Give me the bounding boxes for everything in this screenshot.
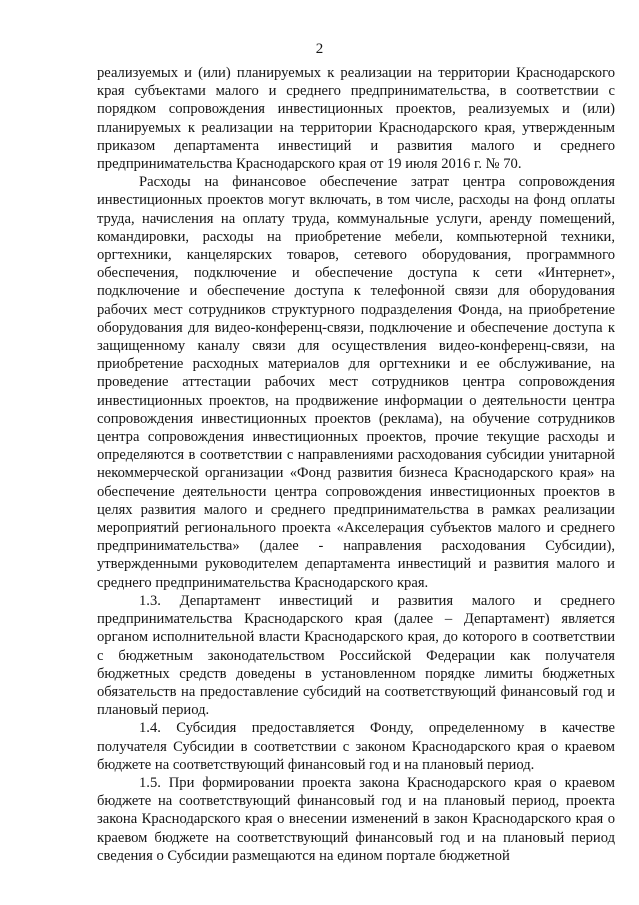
paragraph-1-4: 1.4. Субсидия предоставляется Фонду, определенному в качестве получателя Субсидии в соответствии с законом Краснодарского края о краевом бюджете на соответствующий финансовый год и на плановый период. — [97, 720, 615, 773]
paragraph-1-3: 1.3. Департамент инвестиций и развития малого и среднего предпринимательства Краснодарского края (далее – Департамент) является органом исполнительной власти Краснодарского края, до которого в соответствии с бюджетным законодательством Российской Федерации как получателя бюджетных средств доведены в установленном порядке лимиты бюджетных обязательств на предоставление субсидий на соответствующий финансовый год и плановый период. — [97, 592, 615, 719]
paragraph-expenses: Расходы на финансовое обеспечение затрат центра сопровождения инвестиционных проектов могут включать, в том числе, расходы на фонд оплаты труда, начисления на оплату труда, коммунальные услуги, аренду помещений, командировки, расходы на приобретение мебели, компьютерной техники, оргтехники, канцелярских товаров, сетевого оборудования, программного обеспечения, подключение и обеспечение доступа к сети «Интернет», подключение и обеспечение доступа к телефонной связи для оборудования рабочих мест сотрудников структурного подразделения Фонда, на приобретение оборудования для видео-конференц-связи, подключение и обеспечение доступа к защищенному каналу связи для осуществления видео-конференц-связи, на приобретение расходных материалов для оргтехники и ее обслуживание, на проведение аттестации рабочих мест сотрудников центра сопровождения инвестиционных проектов, на продвижение информации о деятельности центра сопровождения инвестиционных проектов (реклама), на обучение сотрудников центра сопровождения инвестиционных проектов, прочие текущие расходы и определяются в соответствии с направлениями расходования субсидии унитарной некоммерческой организации «Фонд развития бизнеса Краснодарского края» на обеспечение деятельности центра сопровождения инвестиционных проектов в целях развития малого и среднего предпринимательства в рамках реализации мероприятий регионального проекта «Акселерация субъектов малого и среднего предпринимательства» (далее - направления расходования Субсидии), утвержденными руководителем департамента инвестиций и развития малого и среднего предпринимательства Краснодарского края. — [97, 174, 615, 591]
page-number: 2 — [315, 41, 324, 57]
paragraph-1-continuation: реализуемых и (или) планируемых к реализации на территории Краснодарского края субъектами малого и среднего предпринимательства, в соответствии с порядком сопровождения инвестиционных проектов, реализуемых и (или) планируемых к реализации на территории Краснодарского края, утвержденным приказом департамента инвестиций и развития малого и среднего предпринимательства Краснодарского края от 19 июля 2016 г. № 70. — [97, 65, 615, 173]
paragraph-1-5: 1.5. При формировании проекта закона Краснодарского края о краевом бюджете на соответствующий финансовый год и на плановый период, проекта закона Краснодарского края о внесении изменений в закон Краснодарского края о краевом бюджете на соответствующий финансовый год и на плановый период сведения о Субсидии размещаются на едином портале бюджетной — [97, 774, 615, 864]
document-body — [97, 64, 615, 865]
